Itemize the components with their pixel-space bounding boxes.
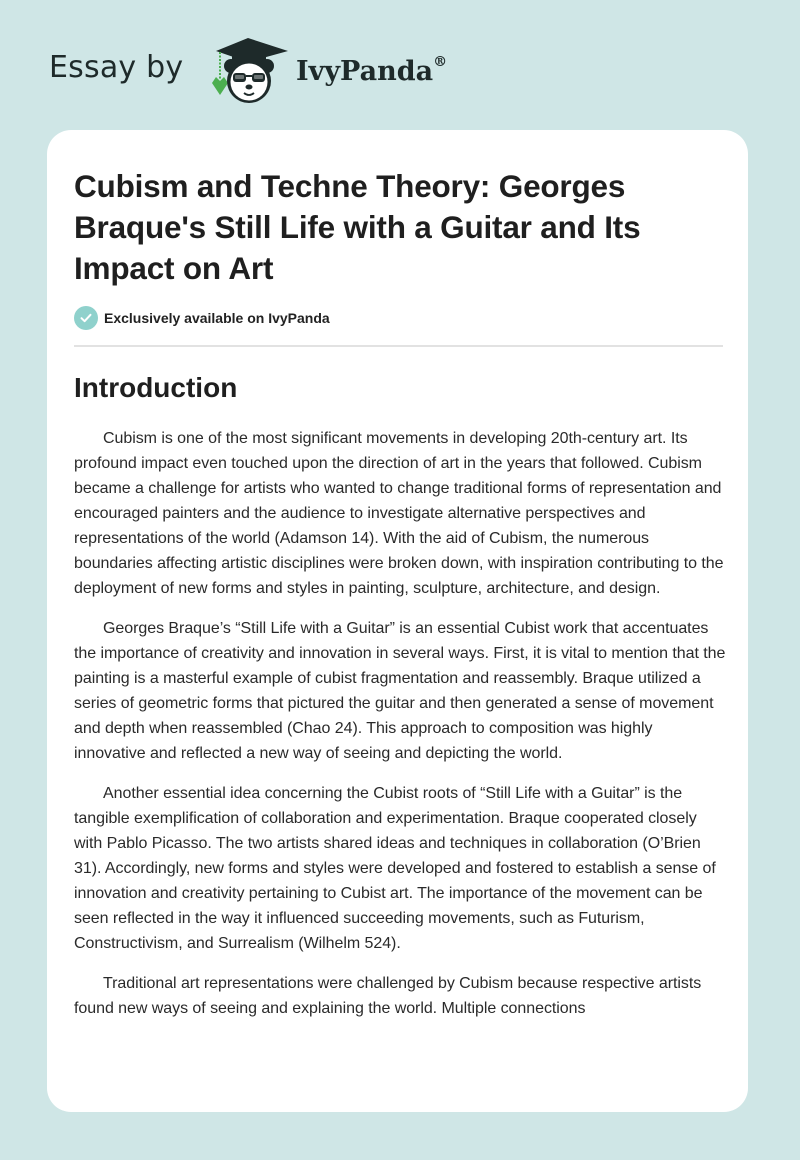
exclusive-badge-text: Exclusively available on IvyPanda [104,310,330,326]
panda-graduate-logo-icon[interactable] [202,35,294,107]
paragraph: Another essential idea concerning the Cubist roots of “Still Life with a Guitar” is the tangible exemplification of collaboration and experimentation. Braque cooperated closely with Pablo Picasso. The two artists shared ideas and techniques in collaboration (O’Brien 31). Accordingly, new forms and styles were developed and fostered to establish a sense of innovation and creativity pertaining to Cubist art. The importance of the movement can be seen reflected in the way it influenced succeeding movements, such as Futurism, Constructivism, and Surrealism (Wilhelm 524). [74,785,716,952]
section-heading-introduction: Introduction [74,372,238,403]
essay-body [74,426,726,1021]
essay-card [47,130,748,1112]
paragraph: Traditional art representations were challenged by Cubism because respective artists found new ways of seeing and explaining the world. Multiple connections [74,975,702,1017]
brand-name-text: IvyPanda [296,56,434,87]
brand-name[interactable] [296,56,447,87]
divider [74,345,723,347]
exclusive-badge [74,305,721,331]
registered-mark: ® [433,54,448,70]
essay-by-label: Essay by [49,50,184,85]
paragraph: Georges Braque’s “Still Life with a Guitar” is an essential Cubist work that accentuates the importance of creativity and innovation in several ways. First, it is vital to mention that the painting is a masterful example of cubist fragmentation and reassembly. Braque utilized a series of geometric forms that pictured the guitar and then generated a sense of movement and depth when reassembled (Chao 24). This approach to composition was highly innovative and reflected a new way of seeing and depicting the world. [74,620,726,762]
check-circle-icon [74,306,98,330]
essay-title: Cubism and Techne Theory: Georges Braque's Still Life with a Guitar and Its Impact on Art [74,168,641,286]
paragraph: Cubism is one of the most significant movements in developing 20th-century art. Its profound impact even touched upon the direction of art in the years that followed. Cubism became a challenge for artists who wanted to change traditional forms of representation and encouraged painters and the audience to investigate alternative perspectives and representations of the world (Adamson 14). With the aid of Cubism, the numerous boundaries affecting artistic disciplines were broken down, with inspiration contributing to the deployment of new forms and styles in painting, sculpture, architecture, and design. [74,430,724,597]
site-header [0,0,800,130]
